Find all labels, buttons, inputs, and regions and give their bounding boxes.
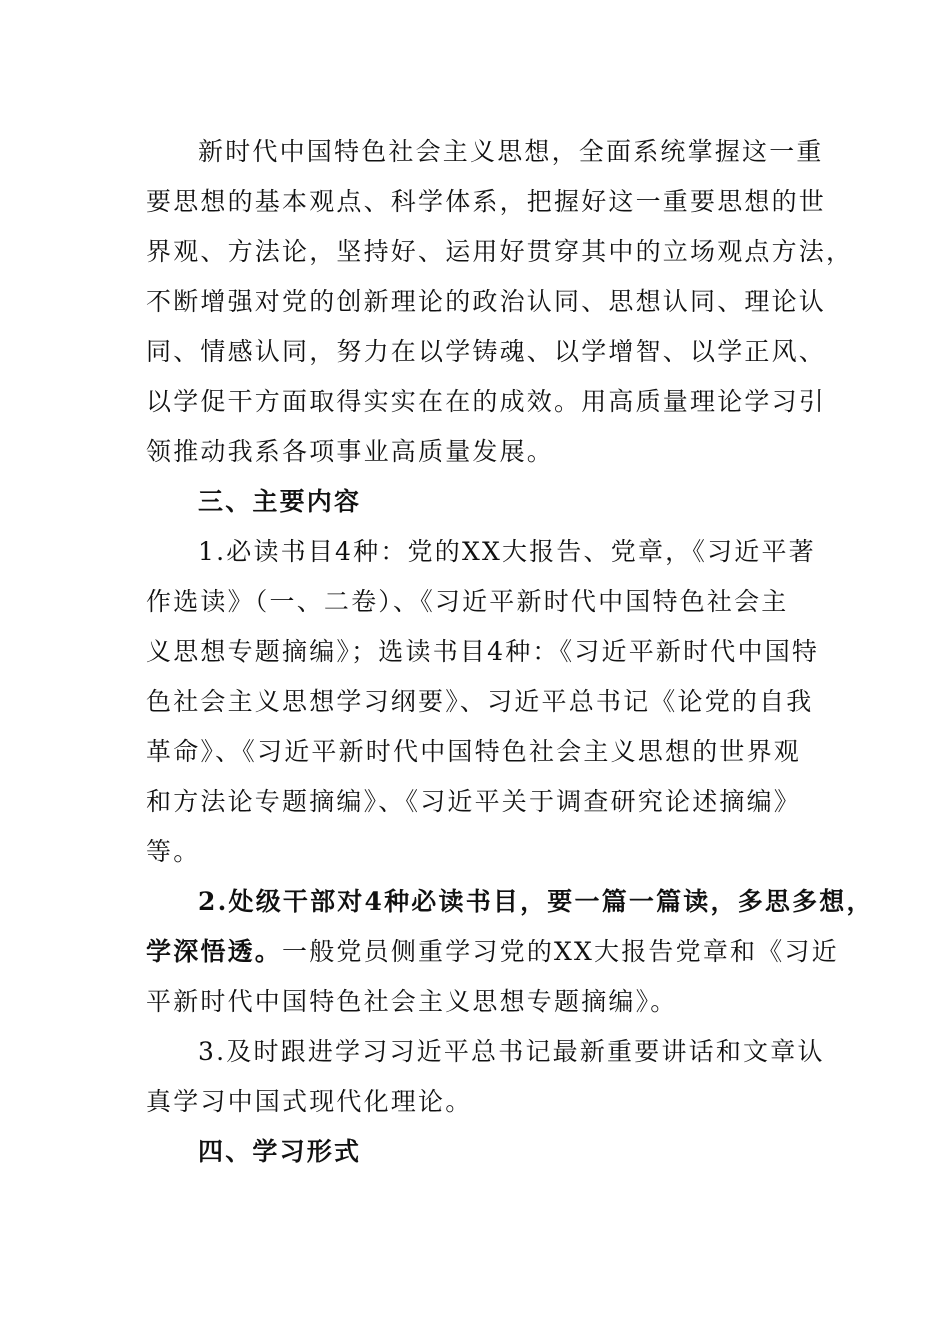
item-1-line: 等。 xyxy=(146,837,201,866)
paragraph-line: 新时代中国特色社会主义思想，全面系统掌握这一重 xyxy=(198,137,824,166)
item-1-line: 色社会主义思想学习纲要》、习近平总书记《论党的自我 xyxy=(146,687,814,716)
item-2-line xyxy=(146,937,839,967)
item-2-bold-line: 2.处级干部对4种必读书目，要一篇一篇读，多思多想， xyxy=(198,887,874,916)
item-1-line: 革命》、《习近平新时代中国特色社会主义思想的世界观 xyxy=(146,737,802,766)
paragraph-line: 同、情感认同，努力在以学铸魂、以学增智、以学正风、 xyxy=(146,337,827,366)
paragraph-line: 要思想的基本观点、科学体系，把握好这一重要思想的世 xyxy=(146,187,827,216)
paragraph-line: 以学促干方面取得实实在在的成效。用高质量理论学习引 xyxy=(146,387,827,416)
section-heading-main-content: 三、主要内容 xyxy=(198,487,362,516)
item-2-line: 平新时代中国特色社会主义思想专题摘编》。 xyxy=(146,987,678,1016)
paragraph-line: 不断增强对党的创新理论的政治认同、思想认同、理论认 xyxy=(146,287,827,316)
item-1-line: 1.必读书目4种：党的XX大报告、党章，《习近平著 xyxy=(198,537,816,566)
item-1-line: 作选读》（一、二卷）、《习近平新时代中国特色社会主 xyxy=(146,587,789,616)
item-1-line: 义思想专题摘编》；选读书目4种：《习近平新时代中国特 xyxy=(146,637,820,666)
item-3-line: 真学习中国式现代化理论。 xyxy=(146,1087,473,1116)
paragraph-line: 界观、方法论，坚持好、运用好贯穿其中的立场观点方法， xyxy=(146,237,854,266)
item-1-line: 和方法论专题摘编》、《习近平关于调查研究论述摘编》 xyxy=(146,787,802,816)
item-2-text-fragment: 一般党员侧重学习党的XX大报告党章和《习近 xyxy=(282,937,839,966)
item-2-bold-fragment: 学深悟透。 xyxy=(146,937,283,966)
section-heading-learning-form: 四、学习形式 xyxy=(198,1137,362,1166)
item-3-line: 3.及时跟进学习习近平总书记最新重要讲话和文章认 xyxy=(198,1037,825,1066)
paragraph-line: 领推动我系各项事业高质量发展。 xyxy=(146,437,555,466)
